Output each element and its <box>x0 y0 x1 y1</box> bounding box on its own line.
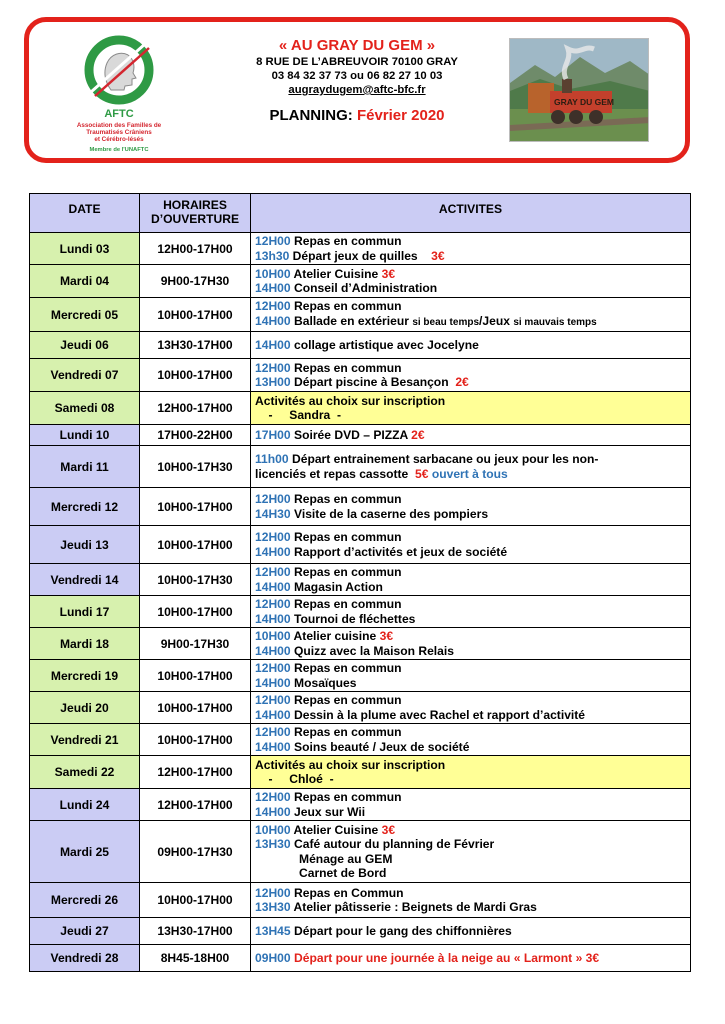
activity-text: Départ pour le gang des chiffonnières <box>290 923 512 938</box>
activities-cell <box>251 425 691 446</box>
email-link[interactable]: augraydugem@aftc-bfc.fr <box>288 84 426 96</box>
activity-time: 12H00 <box>255 360 291 375</box>
activity-text: Café autour du planning de Février <box>290 837 495 851</box>
aftc-logo <box>63 32 175 153</box>
table-row <box>30 628 691 660</box>
activities-cell <box>251 488 691 526</box>
activity-time: 12H00 <box>255 234 291 248</box>
hours-cell: 8H45-18H00 <box>140 945 251 972</box>
activity-text: Atelier cuisine <box>290 629 380 643</box>
activity-time: 14H30 <box>255 506 291 521</box>
activity-line <box>255 597 686 612</box>
activity-text: Carnet de Bord <box>299 866 387 880</box>
activity-line <box>255 772 686 787</box>
hours-cell: 10H00-17H30 <box>140 446 251 488</box>
table-row <box>30 660 691 692</box>
date-cell: Mercredi 12 <box>30 488 140 526</box>
hours-cell: 10H00-17H00 <box>140 596 251 628</box>
activity-line <box>255 452 686 467</box>
date-cell: Mardi 25 <box>30 821 140 883</box>
activity-price: 3€ <box>381 266 396 281</box>
activities-cell <box>251 789 691 821</box>
activity-line <box>255 507 686 522</box>
address: 8 RUE DE L’ABREUVOIR 70100 GRAY <box>256 56 458 68</box>
painting-sign: GRAY DU GEM <box>554 97 614 107</box>
logo-member-text: Membre de l'UNAFTC <box>89 147 149 153</box>
table-row <box>30 692 691 724</box>
table-row <box>30 298 691 332</box>
activity-time: 13h30 <box>255 248 290 263</box>
table-row <box>30 392 691 425</box>
activity-text: Mosaïques <box>290 675 357 690</box>
hours-cell: 12H00-17H00 <box>140 756 251 789</box>
activity-text: Magasin Action <box>290 579 383 594</box>
activities-cell <box>251 359 691 392</box>
date-cell: Samedi 08 <box>30 392 140 425</box>
activity-price: 3€ <box>379 629 394 643</box>
planning-table <box>29 193 691 972</box>
activity-text: Repas en commun <box>290 299 402 313</box>
activity-text: Repas en commun <box>290 565 402 579</box>
activity-text: Repas en commun <box>290 725 402 739</box>
activity-time: 14H00 <box>255 707 291 722</box>
date-cell: Jeudi 20 <box>30 692 140 724</box>
activity-time: 12H00 <box>255 597 291 611</box>
activity-price: 2€ <box>411 427 425 442</box>
activity-text: Ballade en extérieur <box>290 313 413 328</box>
activity-time: 12H00 <box>255 492 291 506</box>
planning-title <box>214 107 500 125</box>
activity-line <box>255 644 686 659</box>
planning-month: Février 2020 <box>356 107 445 124</box>
activity-text: Activités au choix sur inscription <box>255 393 446 408</box>
activity-time: 10H00 <box>255 822 291 837</box>
activity-line <box>255 580 686 595</box>
header-panel <box>24 17 690 163</box>
activity-text: Départ entrainement sarbacane ou jeux pour les non- <box>288 452 599 466</box>
activity-line <box>255 249 686 264</box>
hours-cell: 9H00-17H30 <box>140 628 251 660</box>
activity-text: Jeux sur Wii <box>290 804 366 819</box>
activity-time: 17H00 <box>255 427 291 442</box>
activities-cell <box>251 392 691 425</box>
activity-line <box>255 740 686 755</box>
activity-line <box>255 612 686 627</box>
date-cell: Vendredi 14 <box>30 564 140 596</box>
activity-text: Départ jeux de quilles <box>289 248 432 263</box>
activities-cell <box>251 233 691 265</box>
activity-text: collage artistique avec Jocelyne <box>290 337 479 352</box>
activity-line <box>255 661 686 676</box>
date-cell: Samedi 22 <box>30 756 140 789</box>
activities-cell <box>251 724 691 756</box>
activities-cell <box>251 883 691 918</box>
activities-cell <box>251 298 691 332</box>
activity-line <box>255 708 686 723</box>
date-cell: Mercredi 26 <box>30 883 140 918</box>
date-cell: Lundi 17 <box>30 596 140 628</box>
activity-text: Repas en commun <box>290 693 402 707</box>
head-silhouette-icon <box>81 32 157 108</box>
activities-cell <box>251 628 691 660</box>
header-info <box>214 37 500 125</box>
date-cell: Vendredi 07 <box>30 359 140 392</box>
table-row <box>30 918 691 945</box>
date-cell: Mercredi 19 <box>30 660 140 692</box>
hours-cell: 12H00-17H00 <box>140 233 251 265</box>
activity-text: Repas en commun <box>290 360 402 375</box>
activity-line <box>255 530 686 545</box>
date-cell: Lundi 03 <box>30 233 140 265</box>
hours-cell: 13H30-17H00 <box>140 332 251 359</box>
activity-price: 3€ <box>431 248 445 263</box>
activity-time: 14H00 <box>255 579 291 594</box>
activity-line <box>255 823 686 838</box>
activities-cell <box>251 821 691 883</box>
table-row <box>30 233 691 265</box>
activity-text: licenciés et repas cassotte <box>255 466 415 481</box>
table-row <box>30 756 691 789</box>
activity-line <box>255 281 686 296</box>
activity-text: Activités au choix sur inscription <box>255 757 446 772</box>
logo-subtitle-line: Association des Familles de <box>76 122 162 129</box>
activity-text: Repas en commun <box>290 661 402 675</box>
table-row <box>30 446 691 488</box>
activity-line <box>255 852 686 867</box>
date-cell: Lundi 24 <box>30 789 140 821</box>
activity-time: 12H00 <box>255 299 291 313</box>
activity-text: Conseil d’Administration <box>290 281 438 295</box>
date-cell: Jeudi 27 <box>30 918 140 945</box>
activity-text: Rapport d’activités et jeux de société <box>290 544 508 559</box>
activity-time: 14H00 <box>255 675 291 690</box>
activity-time: 13H00 <box>255 375 291 389</box>
gem-title: « AU GRAY DU GEM » <box>278 37 436 54</box>
activity-price: Départ pour une journée à la neige au « Larmont » 3€ <box>290 950 600 965</box>
activity-text: Soins beauté / Jeux de société <box>290 739 470 754</box>
activity-time: 12H00 <box>255 725 291 739</box>
activity-text: Départ piscine à Besançon <box>290 375 456 389</box>
activity-line <box>255 900 686 915</box>
activity-time: 14H00 <box>255 611 291 626</box>
activity-price: 3€ <box>381 822 396 837</box>
hours-cell: 10H00-17H00 <box>140 298 251 332</box>
activity-line <box>255 375 686 390</box>
train-painting-image <box>510 39 649 142</box>
activity-time: 12H00 <box>255 790 291 804</box>
activity-line <box>255 837 686 852</box>
logo-name: AFTC <box>104 108 134 120</box>
table-row <box>30 359 691 392</box>
activity-text: Repas en commun <box>290 597 402 611</box>
activity-text: Atelier pâtisserie : Beignets de Mardi Gras <box>290 900 537 914</box>
activities-cell <box>251 265 691 298</box>
activity-time: 14H00 <box>255 281 291 295</box>
hours-cell: 12H00-17H00 <box>140 392 251 425</box>
activity-line <box>255 338 686 353</box>
activity-line <box>255 428 686 443</box>
date-cell: Vendredi 21 <box>30 724 140 756</box>
header-date: DATE <box>30 194 140 233</box>
hours-cell: 12H00-17H00 <box>140 789 251 821</box>
table-row <box>30 945 691 972</box>
date-cell: Lundi 10 <box>30 425 140 446</box>
table-row <box>30 789 691 821</box>
activity-time: 13H30 <box>255 837 291 851</box>
activity-time: 14H00 <box>255 804 291 819</box>
table-row <box>30 596 691 628</box>
activity-line <box>255 234 686 249</box>
activity-text: - Sandra - <box>255 408 342 422</box>
activities-cell <box>251 692 691 724</box>
train-painting <box>509 38 649 142</box>
table-row <box>30 488 691 526</box>
activity-line <box>255 805 686 820</box>
activity-line <box>255 629 686 644</box>
activity-line <box>255 394 686 409</box>
table-row <box>30 526 691 564</box>
activity-time: 10H00 <box>255 266 291 281</box>
activity-text: Atelier Cuisine <box>290 822 382 837</box>
hours-cell: 10H00-17H00 <box>140 660 251 692</box>
activity-line <box>255 693 686 708</box>
activity-time: 12H00 <box>255 565 291 579</box>
activity-line <box>255 725 686 740</box>
activity-text: Repas en Commun <box>290 885 404 900</box>
activity-text: ouvert à tous <box>428 466 508 481</box>
activities-cell <box>251 945 691 972</box>
activities-cell <box>251 756 691 789</box>
activity-price: 2€ <box>455 375 469 389</box>
table-row <box>30 332 691 359</box>
table-body <box>30 233 691 972</box>
activity-text: /Jeux <box>479 313 514 328</box>
activity-time: 12H00 <box>255 885 291 900</box>
activity-line <box>255 314 686 331</box>
activity-text: Repas en commun <box>290 492 402 506</box>
activity-line <box>255 492 686 507</box>
table-row <box>30 724 691 756</box>
activity-line <box>255 361 686 376</box>
table-row <box>30 265 691 298</box>
activity-time: 14H00 <box>255 739 291 754</box>
activity-text: Repas en commun <box>290 790 402 804</box>
hours-cell: 10H00-17H00 <box>140 526 251 564</box>
activity-time: 14H00 <box>255 643 291 658</box>
hours-cell: 10H00-17H00 <box>140 692 251 724</box>
activities-cell <box>251 564 691 596</box>
hours-cell: 10H00-17H00 <box>140 724 251 756</box>
activities-cell <box>251 660 691 692</box>
hours-cell: 9H00-17H30 <box>140 265 251 298</box>
hours-cell: 10H00-17H00 <box>140 359 251 392</box>
hours-cell: 10H00-17H30 <box>140 564 251 596</box>
header-hours <box>140 194 251 233</box>
activity-text: Visite de la caserne des pompiers <box>290 506 489 521</box>
activity-text: si mauvais temps <box>513 316 597 328</box>
date-cell: Jeudi 06 <box>30 332 140 359</box>
activity-line <box>255 924 686 939</box>
date-cell: Mercredi 05 <box>30 298 140 332</box>
activity-line <box>255 758 686 773</box>
logo-subtitle-line: Traumatisés Crâniens <box>86 129 152 136</box>
activities-cell <box>251 446 691 488</box>
header-activities: ACTIVITES <box>251 194 691 233</box>
header-hours-line: HORAIRES <box>163 198 227 212</box>
date-cell: Mardi 11 <box>30 446 140 488</box>
activity-line <box>255 676 686 691</box>
activity-line <box>255 790 686 805</box>
activity-text: Tournoi de fléchettes <box>290 611 416 626</box>
activities-cell <box>251 332 691 359</box>
hours-cell: 13H30-17H00 <box>140 918 251 945</box>
hours-cell: 17H00-22H00 <box>140 425 251 446</box>
activities-cell <box>251 526 691 564</box>
activities-cell <box>251 918 691 945</box>
activity-time: 11h00 <box>255 452 289 466</box>
table-row <box>30 883 691 918</box>
activity-text: Ménage au GEM <box>299 851 393 866</box>
table-row <box>30 425 691 446</box>
hours-cell: 10H00-17H00 <box>140 488 251 526</box>
table-header-row <box>30 194 691 233</box>
table-row <box>30 564 691 596</box>
activity-line <box>255 545 686 560</box>
date-cell: Mardi 18 <box>30 628 140 660</box>
activity-line <box>255 299 686 314</box>
activity-text: Atelier Cuisine <box>290 266 382 281</box>
date-cell: Mardi 04 <box>30 265 140 298</box>
activity-text: si beau temps <box>412 316 480 328</box>
phone: 03 84 32 37 73 ou 06 82 27 10 03 <box>271 70 443 82</box>
activity-text: - Chloé - <box>255 772 334 786</box>
activity-time: 09H00 <box>255 950 291 965</box>
date-cell: Vendredi 28 <box>30 945 140 972</box>
activity-price: 5€ <box>415 466 429 481</box>
header-hours-line: D’OUVERTURE <box>150 212 240 226</box>
activity-text: Quizz avec la Maison Relais <box>290 643 454 658</box>
activity-line <box>255 467 686 482</box>
activity-time: 14H00 <box>255 544 291 559</box>
logo-subtitle-line: et Cérébro-lésés <box>94 136 144 143</box>
activity-text: Repas en commun <box>290 234 402 248</box>
hours-cell: 09H00-17H30 <box>140 821 251 883</box>
activity-line <box>255 866 686 881</box>
activity-time: 13H30 <box>255 900 291 914</box>
activity-line <box>255 886 686 901</box>
activity-time: 12H00 <box>255 693 291 707</box>
date-cell: Jeudi 13 <box>30 526 140 564</box>
activity-time: 10H00 <box>255 629 291 643</box>
activity-line <box>255 408 686 423</box>
activity-line <box>255 267 686 282</box>
table-row <box>30 821 691 883</box>
logo-subtitle <box>63 122 175 143</box>
activity-time: 13H45 <box>255 923 291 938</box>
activity-text: Repas en commun <box>290 530 402 544</box>
activities-cell <box>251 596 691 628</box>
activity-time: 12H00 <box>255 530 291 544</box>
planning-label: PLANNING: <box>269 107 353 124</box>
activity-text: Dessin à la plume avec Rachel et rapport d’activité <box>290 707 586 722</box>
hours-cell: 10H00-17H00 <box>140 883 251 918</box>
activity-time: 14H00 <box>255 313 291 328</box>
activity-time: 14H00 <box>255 337 291 352</box>
activity-time: 12H00 <box>255 661 291 675</box>
activity-line <box>255 951 686 966</box>
activity-line <box>255 565 686 580</box>
activity-text: Soirée DVD – PIZZA <box>290 427 412 442</box>
